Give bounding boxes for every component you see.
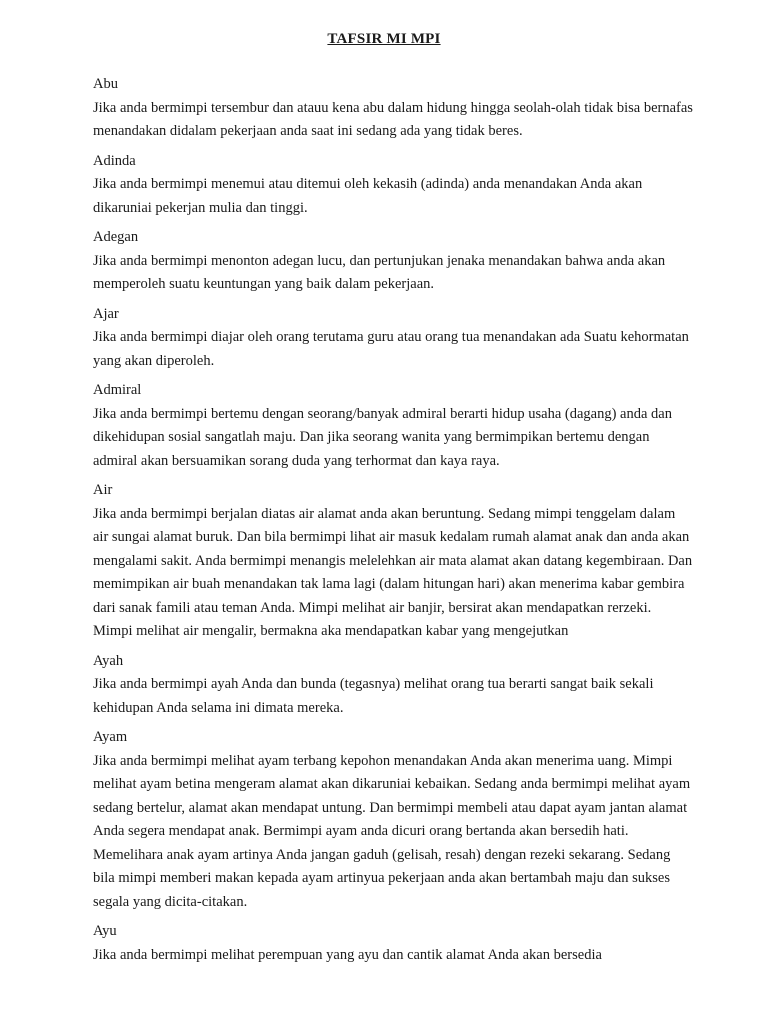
- entry-term: Ayah: [93, 652, 124, 669]
- entry-adegan: [93, 226, 693, 297]
- entry-term: Ayam: [93, 729, 128, 745]
- entry-term: Admiral: [93, 382, 142, 398]
- entry-definition: Jika anda bermimpi melihat perempuan yang ayu dan cantik alamat Anda akan bersedia: [93, 946, 602, 963]
- entry-admiral: [93, 379, 693, 473]
- entry-term: Abu: [93, 76, 118, 92]
- entry-definition: Jika anda bermimpi ayah Anda dan bunda (tegasnya) melihat orang tua berarti sangat baik sekali kehidupan Anda selama ini dimata mereka.: [93, 676, 654, 716]
- entry-abu: [93, 73, 693, 144]
- entry-ayu: [93, 920, 693, 967]
- entry-term: Ayu: [93, 923, 117, 939]
- entry-definition: Jika anda bermimpi berjalan diatas air alamat anda akan beruntung. Sedang mimpi tenggelam dalam air sungai alamat buruk. Dan bila bermimpi lihat air masuk kedalam rumah alamat anak dan anda akan mengalami sakit. Anda bermimpi menangis melelehkan air mata alamat akan datang kegembiraan. Dan memimpikan air buah menandakan tak lama lagi (dalam hitungan hari) akan menerima kabar gembira dari sanak famili atau teman Anda. Mimpi melihat air banjir, bersirat akan mendapatkan rerzeki. Mimpi melihat air mengalir, bermakna aka mendapatkan kabar yang mengejutkan: [93, 505, 693, 639]
- entry-definition: Jika anda bermimpi bertemu dengan seorang/banyak admiral berarti hidup usaha (dagang) anda dan dikehidupan sosial sangatlah maju. Dan jika seorang wanita yang bermimpikan bertemu dengan admiral akan bersuamikan sorang duda yang terhormat dan kaya raya.: [93, 405, 672, 469]
- entry-term: Air: [93, 482, 113, 498]
- entry-term: Adegan: [93, 229, 139, 245]
- entry-ayam: [93, 726, 693, 914]
- document-title: TAFSIR MI MPI: [327, 31, 441, 47]
- entry-term: Adinda: [93, 152, 136, 169]
- entry-list: [93, 73, 693, 973]
- entry-ajar: [93, 303, 693, 374]
- entry-adinda: [93, 150, 693, 221]
- entry-air: [93, 479, 693, 644]
- entry-term: Ajar: [93, 305, 119, 322]
- entry-definition: Jika anda bermimpi diajar oleh orang terutama guru atau orang tua menandakan ada Suatu kehormatan yang akan diperoleh.: [93, 329, 689, 369]
- entry-definition: Jika anda bermimpi menonton adegan lucu, dan pertunjukan jenaka menandakan bahwa anda akan memperoleh suatu keuntungan yang baik dalam pekerjaan.: [93, 252, 666, 292]
- entry-definition: Jika anda bermimpi tersembur dan atauu kena abu dalam hidung hingga seolah-olah tidak bisa bernafas menandakan didalam pekerjaan anda saat ini sedang ada yang tidak beres.: [93, 99, 693, 139]
- entry-ayah: [93, 650, 693, 721]
- entry-definition: Jika anda bermimpi menemui atau ditemui oleh kekasih (adinda) anda menandakan Anda akan dikaruniai pekerjan mulia dan tinggi.: [93, 176, 643, 216]
- entry-definition: Jika anda bermimpi melihat ayam terbang kepohon menandakan Anda akan menerima uang. Mimpi melihat ayam betina mengeram alamat akan dikaruniai kebaikan. Sedang anda bermimpi melihat ayam sedang bertelur, alamat akan mendapat untung. Dan bermimpi membeli atau dapat ayam jantan alamat Anda segera mendapat anak. Bermimpi ayam anda dicuri orang bertanda akan bersedih hati. Memelihara anak ayam artinya Anda jangan gaduh (gelisah, resah) dengan rezeki sekarang. Sedang bila mimpi memberi makan kepada ayam artinyua pekerjaan anda akan bertambah maju dan sukses segala yang dicita-citakan.: [93, 752, 691, 910]
